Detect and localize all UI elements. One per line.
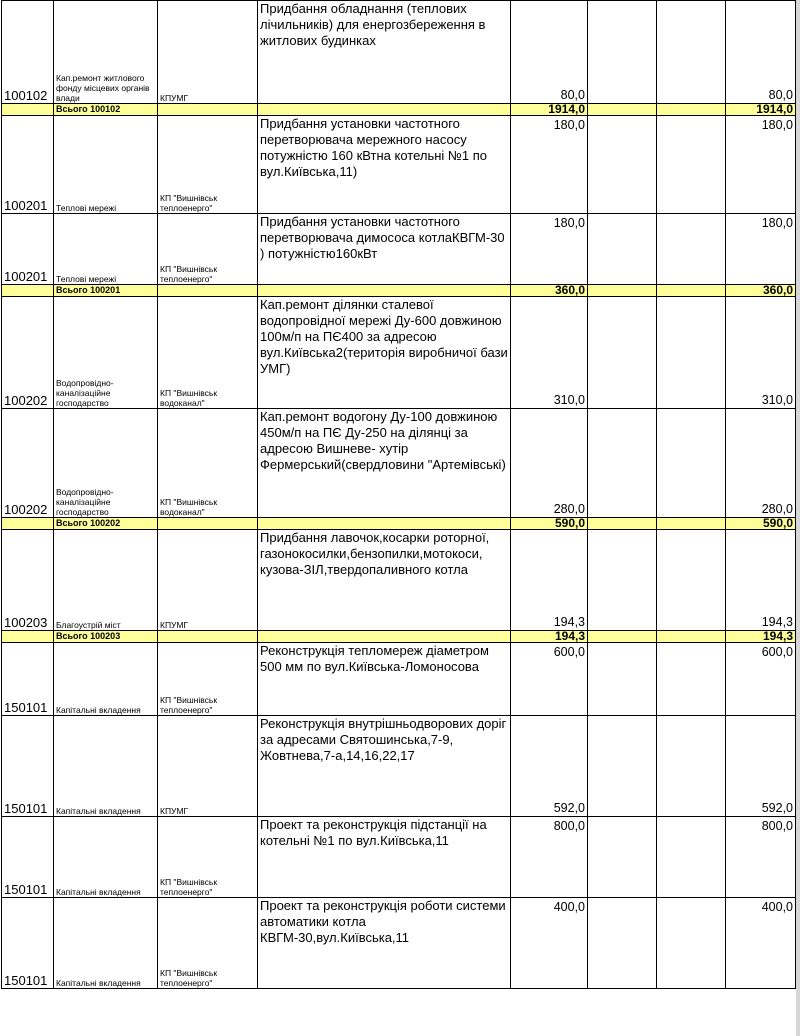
subtotal-row: [2, 631, 796, 643]
empty-cell[interactable]: [657, 285, 726, 297]
empty-cell[interactable]: [158, 631, 258, 643]
empty-cell[interactable]: [588, 116, 657, 214]
organization-cell[interactable]: КП "Вишнівськ теплоенерго": [158, 643, 258, 716]
total-cell[interactable]: 310,0: [726, 297, 796, 409]
empty-cell[interactable]: [657, 104, 726, 116]
table-row: [2, 297, 796, 409]
total-cell[interactable]: 600,0: [726, 643, 796, 716]
total-cell[interactable]: 180,0: [726, 116, 796, 214]
empty-cell[interactable]: [158, 518, 258, 530]
code-cell[interactable]: 150101: [2, 716, 54, 817]
subtotal-row: [2, 518, 796, 530]
amount-cell[interactable]: 280,0: [511, 409, 588, 518]
empty-cell[interactable]: [588, 518, 657, 530]
empty-cell[interactable]: [657, 898, 726, 989]
empty-cell[interactable]: [588, 643, 657, 716]
total-cell[interactable]: 280,0: [726, 409, 796, 518]
description-cell[interactable]: Проект та реконструкція підстанції на котельні №1 по вул.Київська,11: [258, 817, 511, 898]
subtotal-total[interactable]: 194,3: [726, 631, 796, 643]
sector-cell[interactable]: Капітальні вкладення: [54, 817, 158, 898]
total-cell[interactable]: 400,0: [726, 898, 796, 989]
table-row: [2, 1, 796, 104]
code-cell[interactable]: 100201: [2, 214, 54, 285]
empty-cell[interactable]: [258, 104, 511, 116]
total-cell[interactable]: 180,0: [726, 214, 796, 285]
organization-cell[interactable]: КПУМГ: [158, 1, 258, 104]
total-cell[interactable]: 80,0: [726, 1, 796, 104]
empty-cell[interactable]: [657, 1, 726, 104]
sector-cell[interactable]: Теплові мережі: [54, 214, 158, 285]
description-cell[interactable]: Придбання лавочок,косарки роторної, газонокосилки,бензопилки,мотокоси, кузова-ЗІЛ,твердопаливного котла: [258, 530, 511, 631]
table-row: [2, 898, 796, 989]
sector-cell[interactable]: Водопровідно-каналізаційне господарство: [54, 297, 158, 409]
subtotal-total[interactable]: 360,0: [726, 285, 796, 297]
subtotal-label[interactable]: Всього 100102: [54, 104, 158, 116]
organization-cell[interactable]: КПУМГ: [158, 716, 258, 817]
empty-cell[interactable]: [588, 1, 657, 104]
empty-cell[interactable]: [258, 518, 511, 530]
empty-cell[interactable]: [258, 285, 511, 297]
subtotal-label[interactable]: Всього 100201: [54, 285, 158, 297]
subtotal-amount[interactable]: 194,3: [511, 631, 588, 643]
empty-cell[interactable]: [2, 631, 54, 643]
code-cell[interactable]: 100202: [2, 409, 54, 518]
empty-cell[interactable]: [588, 530, 657, 631]
empty-cell[interactable]: [588, 817, 657, 898]
empty-cell[interactable]: [588, 409, 657, 518]
empty-cell[interactable]: [657, 817, 726, 898]
sector-cell[interactable]: Капітальні вкладення: [54, 898, 158, 989]
empty-cell[interactable]: [2, 285, 54, 297]
description-cell[interactable]: Реконструкція внутрішньодворових доріг за адресами Святошинська,7-9, Жовтнева,7-а,14,16,22,17: [258, 716, 511, 817]
amount-cell[interactable]: 800,0: [511, 817, 588, 898]
total-cell[interactable]: 194,3: [726, 530, 796, 631]
code-cell[interactable]: 100203: [2, 530, 54, 631]
sector-cell[interactable]: Кап.ремонт житлового фонду місцевих органів влади: [54, 1, 158, 104]
amount-cell[interactable]: 592,0: [511, 716, 588, 817]
empty-cell[interactable]: [588, 214, 657, 285]
organization-cell[interactable]: КП "Вишнівськ теплоенерго": [158, 898, 258, 989]
amount-cell[interactable]: 194,3: [511, 530, 588, 631]
subtotal-amount[interactable]: 1914,0: [511, 104, 588, 116]
subtotal-total[interactable]: 1914,0: [726, 104, 796, 116]
table-row: [2, 817, 796, 898]
sector-cell[interactable]: Водопровідно-каналізаційне господарство: [54, 409, 158, 518]
empty-cell[interactable]: [588, 898, 657, 989]
organization-cell[interactable]: КП "Вишнівськ водоканал": [158, 409, 258, 518]
right-edge-bar: [796, 0, 800, 1036]
code-cell[interactable]: 100201: [2, 116, 54, 214]
table-row: [2, 409, 796, 518]
subtotal-row: [2, 104, 796, 116]
total-cell[interactable]: 592,0: [726, 716, 796, 817]
total-cell[interactable]: 800,0: [726, 817, 796, 898]
amount-cell[interactable]: 310,0: [511, 297, 588, 409]
empty-cell[interactable]: [657, 518, 726, 530]
empty-cell[interactable]: [657, 409, 726, 518]
empty-cell[interactable]: [588, 297, 657, 409]
organization-cell[interactable]: КП "Вишнівськ теплоенерго": [158, 817, 258, 898]
empty-cell[interactable]: [158, 104, 258, 116]
organization-cell[interactable]: КП "Вишнівськ теплоенерго": [158, 214, 258, 285]
empty-cell[interactable]: [657, 530, 726, 631]
empty-cell[interactable]: [588, 285, 657, 297]
empty-cell[interactable]: [2, 518, 54, 530]
description-cell[interactable]: Кап.ремонт ділянки сталевої водопровідної мережі Ду-600 довжиною 100м/п на ПЄ400 за адресою вул.Київська2(територія виробничої бази УМГ): [258, 297, 511, 409]
description-cell[interactable]: Придбання установки частотного перетворювача мережного насосу потужністю 160 кВтна котельні №1 по вул.Київська,11): [258, 116, 511, 214]
table-row: [2, 716, 796, 817]
empty-cell[interactable]: [588, 631, 657, 643]
budget-table: [1, 0, 796, 989]
empty-cell[interactable]: [2, 104, 54, 116]
description-cell[interactable]: Придбання установки частотного перетворювача димососа котлаКВГМ-30 ) потужністю160кВт: [258, 214, 511, 285]
amount-cell[interactable]: 180,0: [511, 116, 588, 214]
amount-cell[interactable]: 400,0: [511, 898, 588, 989]
code-cell[interactable]: 100202: [2, 297, 54, 409]
amount-cell[interactable]: 600,0: [511, 643, 588, 716]
empty-cell[interactable]: [657, 297, 726, 409]
subtotal-total[interactable]: 590,0: [726, 518, 796, 530]
table-row: [2, 116, 796, 214]
description-cell[interactable]: Реконструкція тепломереж діаметром 500 мм по вул.Київська-Ломоносова: [258, 643, 511, 716]
organization-cell[interactable]: КП "Вишнівськ теплоенерго": [158, 116, 258, 214]
sector-cell[interactable]: Теплові мережі: [54, 116, 158, 214]
empty-cell[interactable]: [158, 285, 258, 297]
subtotal-label[interactable]: Всього 100203: [54, 631, 158, 643]
table-row: [2, 643, 796, 716]
table-row: [2, 530, 796, 631]
sector-cell[interactable]: Благоустрій міст: [54, 530, 158, 631]
empty-cell[interactable]: [657, 631, 726, 643]
sector-cell[interactable]: Капітальні вкладення: [54, 643, 158, 716]
code-cell[interactable]: 150101: [2, 643, 54, 716]
subtotal-row: [2, 285, 796, 297]
subtotal-amount[interactable]: 590,0: [511, 518, 588, 530]
amount-cell[interactable]: 80,0: [511, 1, 588, 104]
empty-cell[interactable]: [657, 116, 726, 214]
empty-cell[interactable]: [588, 716, 657, 817]
subtotal-amount[interactable]: 360,0: [511, 285, 588, 297]
description-cell[interactable]: Проект та реконструкція роботи системи автоматики котла КВГМ-30,вул.Київська,11: [258, 898, 511, 989]
description-cell[interactable]: Кап.ремонт водогону Ду-100 довжиною 450м/п на ПЄ Ду-250 на ділянці за адресою Вишневе- хутір Фермерський(свердловини "Артемівські): [258, 409, 511, 518]
subtotal-label[interactable]: Всього 100202: [54, 518, 158, 530]
empty-cell[interactable]: [657, 643, 726, 716]
description-cell[interactable]: Придбання обладнання (теплових лічильників) для енергозбереження в житлових будинках: [258, 1, 511, 104]
empty-cell[interactable]: [657, 214, 726, 285]
amount-cell[interactable]: 180,0: [511, 214, 588, 285]
empty-cell[interactable]: [588, 104, 657, 116]
sector-cell[interactable]: Капітальні вкладення: [54, 716, 158, 817]
code-cell[interactable]: 150101: [2, 817, 54, 898]
empty-cell[interactable]: [657, 716, 726, 817]
empty-cell[interactable]: [258, 631, 511, 643]
table-row: [2, 214, 796, 285]
code-cell[interactable]: 100102: [2, 1, 54, 104]
organization-cell[interactable]: КП "Вишнівськ водоканал": [158, 297, 258, 409]
code-cell[interactable]: 150101: [2, 898, 54, 989]
organization-cell[interactable]: КПУМГ: [158, 530, 258, 631]
